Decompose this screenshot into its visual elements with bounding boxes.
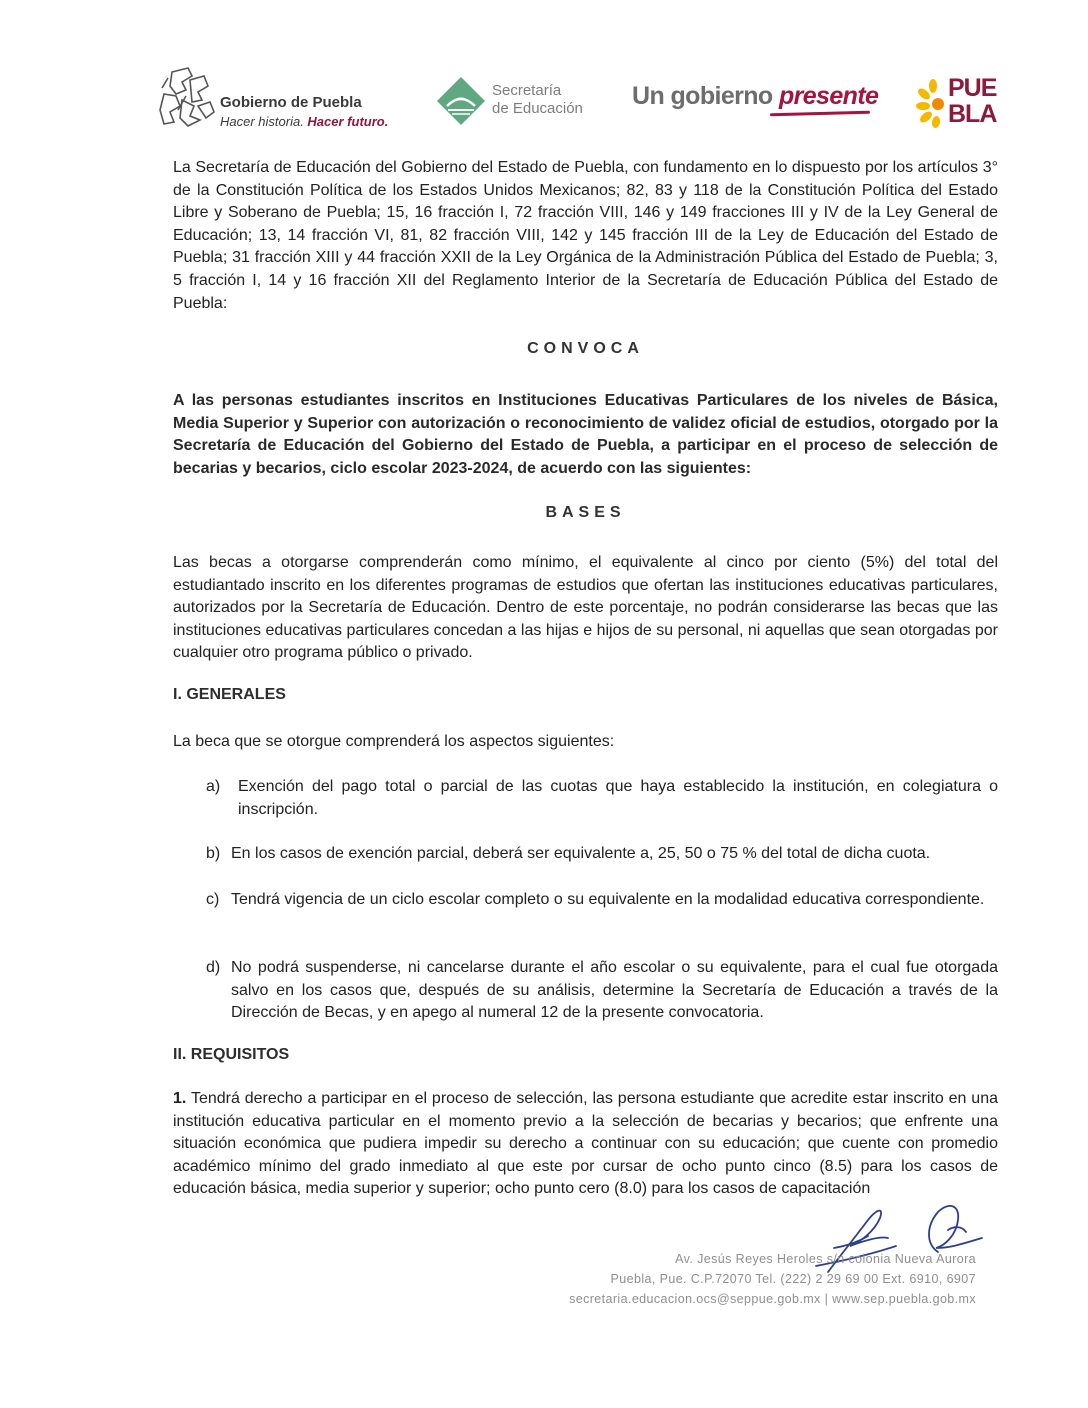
gobierno-presente-logo: [632, 82, 878, 111]
section-requisitos-title: II. REQUISITOS: [173, 1046, 290, 1063]
gobierno-name: Gobierno de Puebla: [220, 94, 362, 111]
list-item-letter: a): [206, 778, 221, 795]
bases-heading: BASES: [545, 504, 626, 521]
slogan-part2: presente: [778, 82, 879, 110]
gobierno-puebla-logo: [158, 66, 398, 132]
list-item-text: En los casos de exención parcial, deberá ser equivalente a, 25, 50 o 75 % del total de dicha cuota.: [231, 845, 931, 862]
list-item-text: Exención del pago total o parcial de las cuotas que haya establecido la institución, en colegiatura o inscripción.: [238, 778, 998, 818]
gobierno-emblem-icon: [158, 66, 216, 128]
requirement-1-number: 1.: [173, 1090, 187, 1107]
footer-email-web: secretaria.educacion.ocs@seppue.gob.mx | www.sep.puebla.gob.mx: [569, 1292, 976, 1306]
gobierno-slogan: [220, 114, 388, 129]
gobierno-slogan-part2: Hacer futuro.: [307, 114, 389, 129]
slogan-part1: Un gobierno: [632, 82, 779, 110]
sep-name-line1: Secretaría: [492, 82, 562, 99]
sep-diamond-icon: [436, 76, 486, 126]
list-item-text: Tendrá vigencia de un ciclo escolar completo o su equivalente en la modalidad educativa correspondiente.: [231, 891, 985, 908]
section-generales-title: I. GENERALES: [173, 686, 286, 703]
puebla-text-top: PUE: [948, 74, 997, 102]
summons-paragraph: A las personas estudiantes inscritos en Instituciones Educativas Particulares de los niveles de Básica, Media Superior y Superior con autorización o reconocimiento de validez oficial de estudios, otorgado por la Secretaría de Educación del Gobierno del Estado de Puebla, a participar en el proceso de selección de becarias y becarios, ciclo escolar 2023-2024, de acuerdo con las siguientes:: [173, 392, 998, 477]
gobierno-slogan-part1: Hacer historia.: [220, 114, 308, 129]
bases-paragraph: Las becas a otorgarse comprenderán como mínimo, el equivalente al cinco por ciento (5%) del total del estudiantado inscrito en los diferentes programas de estudios que ofertan las instituciones educativas particulares, autorizados por la Secretaría de Educación. Dentro de este porcentaje, no podrán considerarse las becas que las instituciones educativas particulares concedan a las hijas e hijos de su personal, ni aquellas que sean otorgadas por cualquier otro programa público o privado.: [173, 554, 998, 662]
list-item-text: No podrá suspenderse, ni cancelarse durante el año escolar o su equivalente, para el cual fue otorgada salvo en los casos que, después de su análisis, determine la Secretaría de Educación a través de la Dirección de Becas, y en apego al numeral 12 de la presente convocatoria.: [231, 959, 998, 1022]
intro-paragraph: La Secretaría de Educación del Gobierno del Estado de Puebla, con fundamento en lo dispuesto por los artículos 3° de la Constitución Política de los Estados Unidos Mexicanos; 82, 83 y 118 de la Constitución Política del Estado Libre y Soberano de Puebla; 15, 16 fracción I, 72 fracción VIII, 146 y 149 fracciones III y IV de la Ley General de Educación; 13, 14 fracción VI, 81, 82 fracción VIII, 142 y 145 fracción III de la Ley de Educación del Estado de Puebla; 31 fracción XIII y 44 fracción XXII de la Ley Orgánica de la Administración Pública del Estado de Puebla; 3, 5 fracción I, 14 y 16 fracción XII del Reglamento Interior de la Secretaría de Educación Pública del Estado de Puebla:: [173, 159, 998, 312]
generales-lead: La beca que se otorgue comprenderá los aspectos siguientes:: [173, 733, 615, 750]
footer-city-phone: Puebla, Pue. C.P.72070 Tel. (222) 2 29 69 00 Ext. 6910, 6907: [610, 1272, 976, 1286]
sep-name-line2: de Educación: [492, 100, 583, 117]
footer-address: Av. Jesús Reyes Heroles s/n colonia Nueva Aurora: [675, 1252, 976, 1266]
list-item-letter: d): [206, 959, 221, 976]
sep-logo: [436, 76, 606, 128]
puebla-flower-icon: [916, 78, 950, 128]
requirement-1: [173, 1088, 998, 1201]
list-item-letter: b): [206, 845, 221, 862]
puebla-logo: [916, 76, 1012, 130]
puebla-text-bottom: BLA: [948, 100, 997, 128]
convoca-heading: CONVOCA: [527, 340, 644, 357]
requirement-1-text: Tendrá derecho a participar en el proceso de selección, las persona estudiante que acredite estar inscrito en una institución educativa particular en el momento previo a la selección de becarias y becarios; que enfrente una situación económica que pudiera impedir su derecho a continuar con su educación; que cuente con promedio académico mínimo del grado inmediato al que este por cursar de ocho punto cinco (8.5) para los casos de educación básica, media superior y superior; ocho punto cero (8.0) para los casos de capacitación: [173, 1090, 998, 1198]
list-item-letter: c): [206, 891, 220, 908]
slogan-underline: [770, 111, 870, 117]
